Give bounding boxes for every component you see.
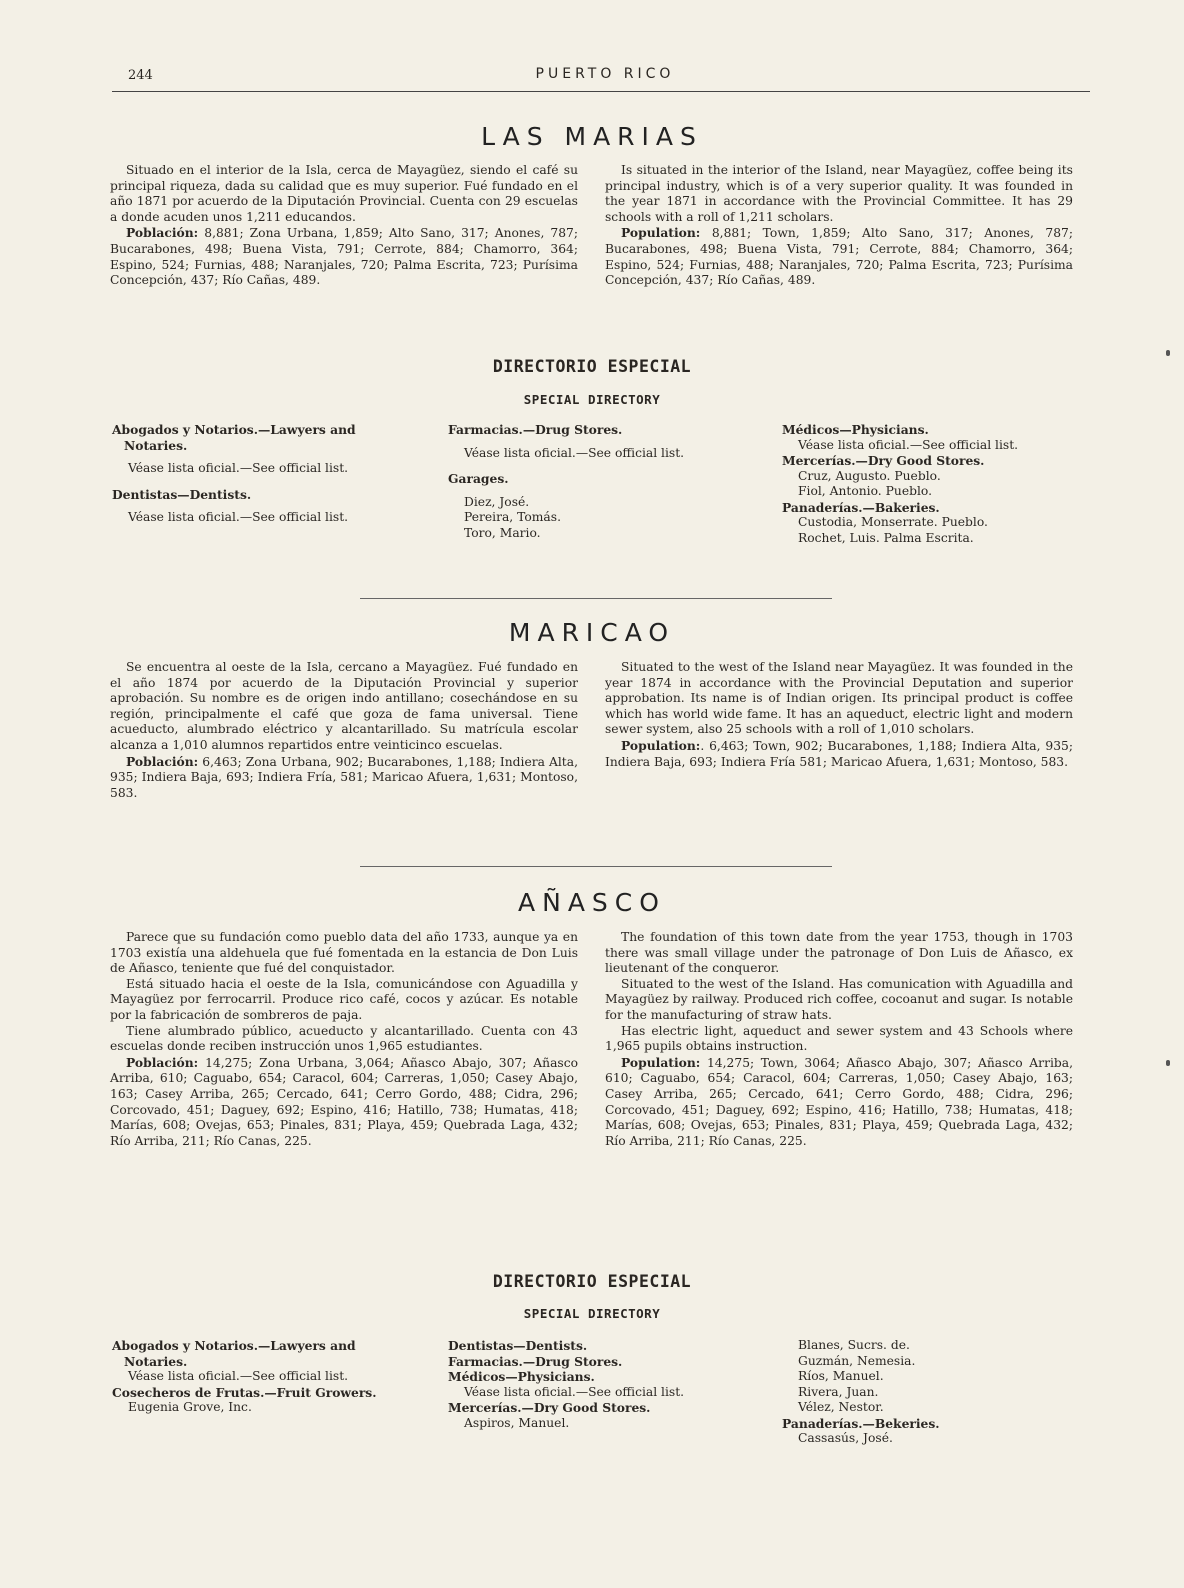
directory-group [448, 1369, 748, 1400]
maricao-english-column [605, 660, 1073, 770]
directory-entry: Véase lista oficial.—See official list. [798, 437, 1019, 452]
anasco-en-population: Population: 14,275; Town, 3064; Añasco Abajo, 307; Añasco Arriba, 610; Caguabo, 654; Caracol, 604; Carreras, 1,050; Casey Abajo, 163; Casey Arriba, 265; Cercado, 641; Cerro Gordo, 488; Cidra, 296; Corcovado, 451; Daguey, 692; Espino, 416; Hatillo, 738; Humatas, 418; Marías, 608; Ovejas, 653; Pinales, 831; Playa, 459; Quebrada Laga, 432; Río Arriba, 211; Río Canas, 225. [605, 1054, 1073, 1148]
directory-category: Dentistas—Dentists. [112, 486, 252, 502]
las-marias-directory-col3 [782, 422, 1072, 546]
las-marias-directory-col1 [112, 422, 412, 536]
anasco-es-p2: Está situado hacia el oeste de la Isla, comunicándose con Aguadilla y Mayagüez por ferrocarril. Produce rico café, cocos y azúcar. Es notable por la fabricación de sombreros de paja. [110, 976, 578, 1022]
maricao-en-intro: Situated to the west of the Island near Mayagüez. It was founded in the year 1874 in accordance with the Provincial Deputation and superior approbation. Its name is of Indian origen. Its principal product is coffee which has world wide fame. It has an aqueduct, electric light and modern sewer system, also 25 schools with a roll of 1,010 scholars. [605, 660, 1073, 737]
directory-group [448, 422, 748, 461]
anasco-en-p3: Has electric light, aqueduct and sewer system and 43 Schools where 1,965 pupils obtains instruction. [605, 1023, 1073, 1054]
directory-category: Mercerías.—Dry Good Stores. [448, 1400, 651, 1415]
directory-group [782, 453, 1072, 500]
directory-entry: Guzmán, Nemesia. [798, 1353, 916, 1368]
page-edge-mark [1166, 1060, 1170, 1066]
directory-category: Dentistas—Dentists. [448, 1338, 588, 1353]
las-marias-english-column [605, 163, 1073, 289]
anasco-directory-col3 [782, 1338, 1072, 1447]
directory-subheading-las-marias: SPECIAL DIRECTORY [523, 392, 661, 407]
running-title: PUERTO RICO [535, 66, 675, 82]
page-number: 244 [128, 68, 153, 83]
directory-group [448, 1354, 748, 1370]
directory-group [112, 422, 412, 477]
section-divider [360, 598, 832, 599]
directory-category: Garages. [448, 471, 509, 486]
directory-category: Abogados y Notarios.—Lawyers and Notaries. [112, 422, 356, 453]
page-edge-mark [1166, 350, 1170, 356]
directory-category: Médicos—Physicians. [782, 422, 929, 437]
las-marias-es-population: Población: 8,881; Zona Urbana, 1,859; Alto Sano, 317; Anones, 787; Bucarabones, 498; Buena Vista, 791; Cerrote, 884; Chamorro, 364; Espino, 524; Furnias, 488; Naranjales, 720; Palma Escrita, 723; Purísima Concepción, 437; Río Cañas, 489. [110, 225, 578, 288]
directory-group [782, 1338, 1072, 1416]
directory-group [782, 422, 1072, 453]
directory-category: Mercerías.—Dry Good Stores. [782, 453, 985, 468]
las-marias-en-population: Population: 8,881; Town, 1,859; Alto Sano, 317; Anones, 787; Bucarabones, 498; Buena Vista, 791; Cerrote, 884; Chamorro, 364; Espino, 524; Furnias, 488; Naranjales, 720; Palma Escrita, 723; Purísima Concepción, 437; Río Cañas, 489. [605, 225, 1073, 288]
directory-group [112, 1338, 412, 1385]
directory-category: Panaderías.—Bekeries. [782, 1415, 940, 1431]
page-header [120, 66, 1090, 90]
maricao-en-population: Population:. 6,463; Town, 902; Bucarabones, 1,188; Indiera Alta, 935; Indiera Baja, 693; Indiera Fría 581; Maricao Afuera, 1,631; Montoso, 583. [605, 737, 1073, 769]
directory-category: Farmacias.—Drug Stores. [448, 1353, 623, 1369]
directory-entry: Rivera, Juan. [798, 1384, 879, 1399]
las-marias-directory-col2 [448, 422, 748, 551]
directory-heading-anasco: DIRECTORIO ESPECIAL [492, 1272, 692, 1291]
directory-group [112, 487, 412, 526]
anasco-es-p1: Parece que su fundación como pueblo data del año 1733, aunque ya en 1703 existía una aldehuela que fué fomentada en la estancia de Don Luis de Añasco, teniente que fué del conquistador. [110, 930, 578, 976]
anasco-directory-col1 [112, 1338, 412, 1416]
directory-entry: Véase lista oficial.—See official list. [128, 510, 349, 524]
directory-entry: Blanes, Sucrs. de. [798, 1338, 910, 1352]
directory-group [782, 1416, 1072, 1447]
directory-entry: Véase lista oficial.—See official list. [464, 445, 685, 460]
maricao-es-intro: Se encuentra al oeste de la Isla, cercano a Mayagüez. Fué fundado en el año 1874 por acuerdo de la Diputación Provincial y superior aprobación. Su nombre es de origen indo antillano; cosechándose en su región, principalmente el café que goza de fama universal. Tiene acueducto, alumbrado eléctrico y alcantarillado. Su matrícula escolar alcanza a 1,010 alumnos repartidos entre veinticinco escuelas. [110, 660, 578, 752]
anasco-es-p3: Tiene alumbrado público, acueducto y alcantarillado. Cuenta con 43 escuelas donde reciben instrucción unos 1,965 estudiantes. [110, 1023, 578, 1054]
directory-entry: Pereira, Tomás. [464, 510, 561, 524]
anasco-es-population: Población: 14,275; Zona Urbana, 3,064; Añasco Abajo, 307; Añasco Arriba, 610; Caguabo, 654; Caracol, 604; Carreras, 1,050; Casey Abajo, 163; Casey Arriba, 265; Cercado, 641; Cerro Gordo, 488; Cidra, 296; Corcovado, 451; Daguey, 692; Espino, 416; Hatillo, 738; Humatas, 418; Marías, 608; Ovejas, 653; Pinales, 831; Playa, 459; Quebrada Laga, 432; Río Arriba, 211; Río Canas, 225. [110, 1054, 578, 1148]
directory-group [448, 471, 748, 541]
las-marias-spanish-column [110, 163, 578, 289]
directory-entry: Custodia, Monserrate. Pueblo. [798, 515, 988, 529]
directory-entry: Rochet, Luis. Palma Escrita. [798, 530, 974, 545]
anasco-directory-col2 [448, 1338, 748, 1431]
directory-entry: Véase lista oficial.—See official list. [464, 1384, 685, 1399]
directory-entry: Aspiros, Manuel. [464, 1415, 570, 1430]
section-title-maricao: MARICAO [508, 618, 676, 647]
header-rule [112, 91, 1090, 92]
directory-entry: Eugenia Grove, Inc. [128, 1400, 252, 1414]
directory-category: Panaderías.—Bakeries. [782, 499, 940, 515]
directory-entry: Diez, José. [464, 494, 530, 509]
directory-category: Abogados y Notarios.—Lawyers and Notaries. [112, 1338, 356, 1369]
directory-group [782, 500, 1072, 547]
las-marias-en-intro: Is situated in the interior of the Island, near Mayagüez, coffee being its principal industry, which is of a very superior quality. It was founded in the year 1871 in accordance with the Provincial Committee. It has 29 schools with a roll of 1,211 scholars. [605, 163, 1073, 224]
directory-category: Farmacias.—Drug Stores. [448, 422, 623, 437]
directory-entry: Vélez, Nestor. [798, 1400, 884, 1414]
directory-entry: Véase lista oficial.—See official list. [128, 461, 349, 475]
directory-heading-las-marias: DIRECTORIO ESPECIAL [492, 357, 692, 376]
directory-group [448, 1400, 748, 1431]
directory-category: Cosecheros de Frutas.—Fruit Growers. [112, 1384, 377, 1400]
directory-entry: Cruz, Augusto. Pueblo. [798, 468, 941, 483]
las-marias-es-intro: Situado en el interior de la Isla, cerca de Mayagüez, siendo el café su principal riqueza, dada su calidad que es muy superior. Fué fundado en el año 1871 por acuerdo de la Diputación Provincial. Cuenta con 29 escuelas a donde acuden unos 1,211 educandos. [110, 163, 578, 224]
directory-category: Médicos—Physicians. [448, 1369, 595, 1384]
directory-entry: Véase lista oficial.—See official list. [128, 1369, 349, 1383]
directory-group [112, 1385, 412, 1416]
directory-entry: Toro, Mario. [464, 525, 541, 540]
directory-entry: Ríos, Manuel. [798, 1369, 884, 1383]
maricao-es-population: Población: 6,463; Zona Urbana, 902; Bucarabones, 1,188; Indiera Alta, 935; Indiera Baja, 693; Indiera Fría, 581; Maricao Afuera, 1,631; Montoso, 583. [110, 753, 578, 800]
directory-entry: Fiol, Antonio. Pueblo. [798, 484, 932, 498]
directory-entry: Cassasús, José. [798, 1431, 893, 1445]
anasco-spanish-column [110, 930, 578, 1149]
section-title-las-marias: LAS MARIAS [481, 122, 703, 151]
maricao-spanish-column [110, 660, 578, 801]
directory-group [448, 1338, 748, 1354]
section-title-anasco: AÑASCO [518, 888, 666, 917]
anasco-en-p2: Situated to the west of the Island. Has comunication with Aguadilla and Mayagüez by railway. Produced rich coffee, cocoanut and sugar. Is notable for the manufacturing of straw hats. [605, 976, 1073, 1022]
anasco-en-p1: The foundation of this town date from the year 1753, though in 1703 there was small village under the patronage of Don Luis de Añasco, ex lieutenant of the conqueror. [605, 930, 1073, 976]
anasco-english-column [605, 930, 1073, 1149]
section-divider [360, 866, 832, 867]
directory-subheading-anasco: SPECIAL DIRECTORY [523, 1306, 661, 1321]
